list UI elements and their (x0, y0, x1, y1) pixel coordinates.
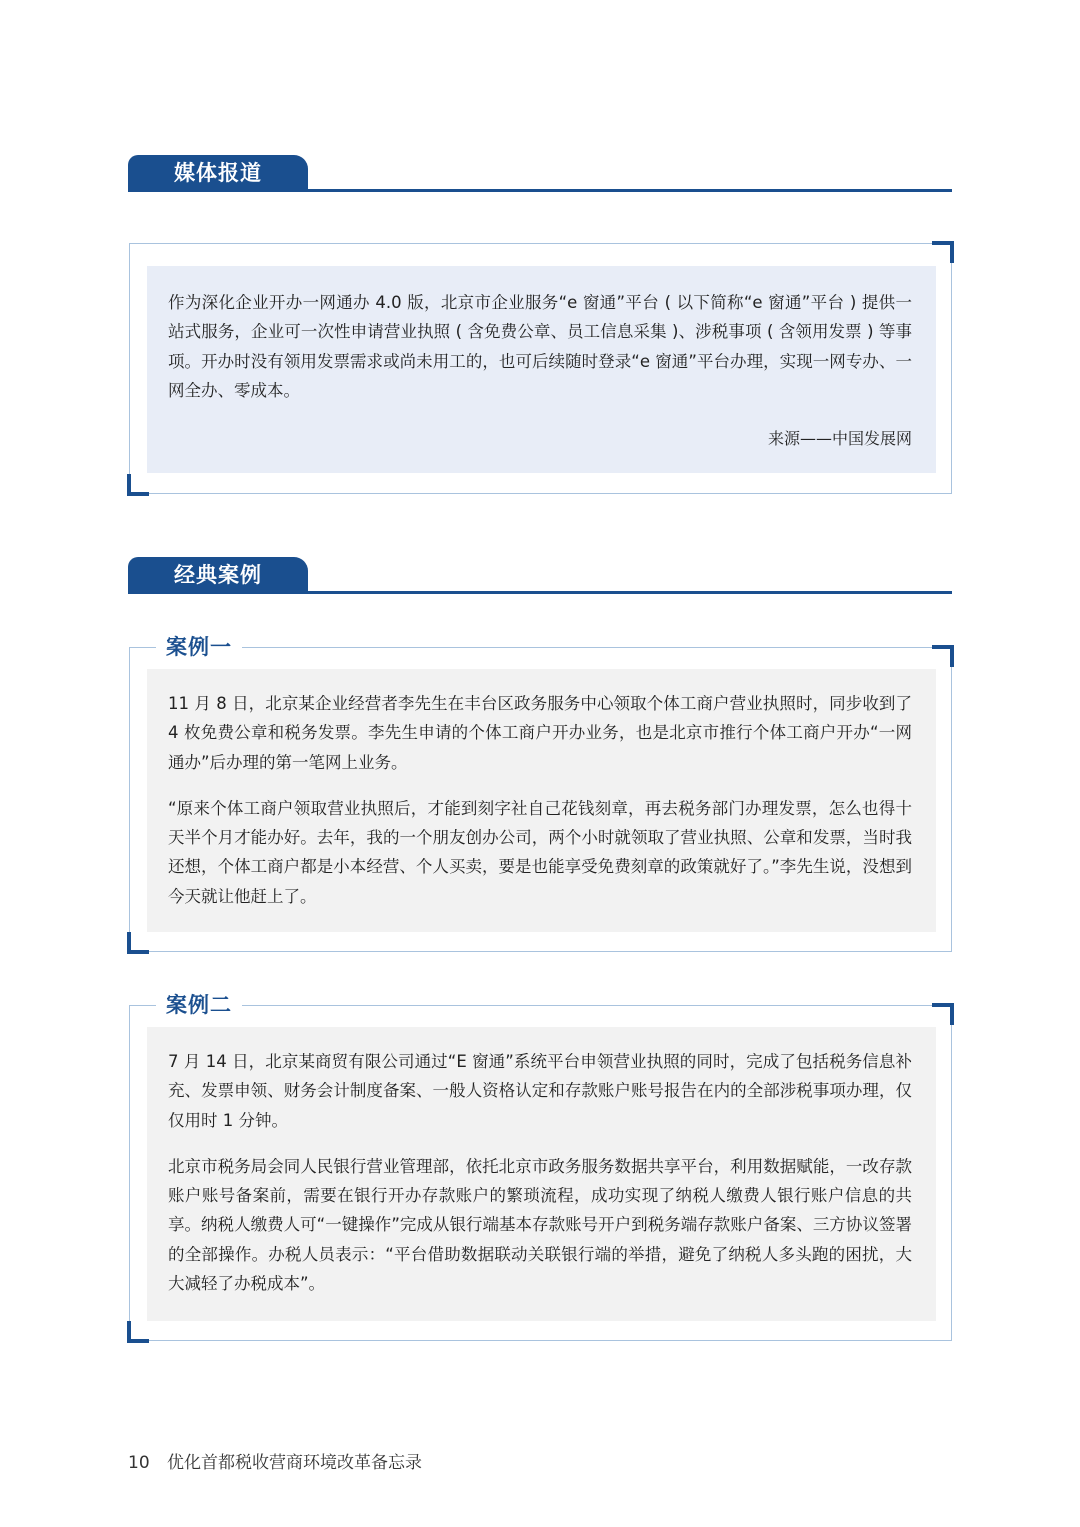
case-one-paragraph: “原来个体工商户领取营业执照后，才能到刻字社自己花钱刻章，再去税务部门办理发票，怎么也得十天半个月才能办好。去年，我的一个朋友创办公司，两个小时就领取了营业执照、公章和发票，当时我还想，个体工商户都是小本经营、个人买卖，要是也能享受免费刻章的政策就好了。”李先生说，没想到今天就让他赶上了。 (168, 798, 912, 906)
page-number: 10 (128, 1453, 150, 1473)
document-title: 优化首都税收营商环境改革备忘录 (167, 1453, 423, 1473)
media-report-panel (147, 266, 936, 473)
case-one-paragraph: 11 月 8 日，北京某企业经营者李先生在丰台区政务服务中心领取个体工商户营业执照时，同步收到了 4 枚免费公章和税务发票。李先生申请的个体工商户开办业务，也是北京市推行个体工商户开办“一网通办”后办理的第一笔网上业务。 (168, 694, 912, 772)
case-two-paragraph: 北京市税务局会同人民银行营业管理部，依托北京市政务服务数据共享平台，利用数据赋能，一改存款账户账号备案前，需要在银行开办存款账户的繁琐流程，成功实现了纳税人缴费人银行账户信息的共享。纳税人缴费人可“一键操作”完成从银行端基本存款账号开户到税务端存款账户备案、三方协议签署的全部操作。办税人员表示：“平台借助数据联动关联银行端的举措，避免了纳税人多头跑的困扰，大大减轻了办税成本”。 (168, 1156, 912, 1294)
case-one-box (129, 635, 952, 952)
media-report-source: 来源——中国发展网 (767, 429, 912, 448)
corner-decoration (127, 932, 149, 954)
case-one-title: 案例一 (156, 633, 242, 661)
case-two-box (129, 993, 952, 1341)
case-one-panel (147, 669, 936, 932)
media-report-box (129, 243, 952, 494)
corner-decoration (932, 645, 954, 667)
media-report-paragraph: 作为深化企业开办一网通办 4.0 版，北京市企业服务“e 窗通”平台 ( 以下简称“e 窗通”平台 ) 提供一站式服务，企业可一次性申请营业执照 ( 含免费公章、员工信息采集 )、涉税事项 ( 含领用发票 ) 等事项。开办时没有领用发票需求或尚未用工的，也可后续随时登录“e 窗通”平台办理，实现一网专办、一网全办、零成本。 (168, 293, 912, 400)
case-two-paragraph: 7 月 14 日，北京某商贸有限公司通过“E 窗通”系统平台申领营业执照的同时，完成了包括税务信息补充、发票申领、财务会计制度备案、一般人资格认定和存款账户账号报告在内的全部涉税事项办理，仅仅用时 1 分钟。 (168, 1052, 912, 1130)
section-header-cases (128, 557, 952, 595)
section-header-media (128, 155, 952, 193)
section-title-cases: 经典案例 (128, 557, 308, 591)
case-two-panel (147, 1027, 936, 1321)
section-title-media: 媒体报道 (128, 155, 308, 189)
case-two-title: 案例二 (156, 991, 242, 1019)
section-divider (128, 189, 952, 192)
corner-decoration (932, 241, 954, 263)
section-divider (128, 591, 952, 594)
corner-decoration (127, 474, 149, 496)
page-footer (128, 1448, 422, 1473)
corner-decoration (932, 1003, 954, 1025)
corner-decoration (127, 1321, 149, 1343)
